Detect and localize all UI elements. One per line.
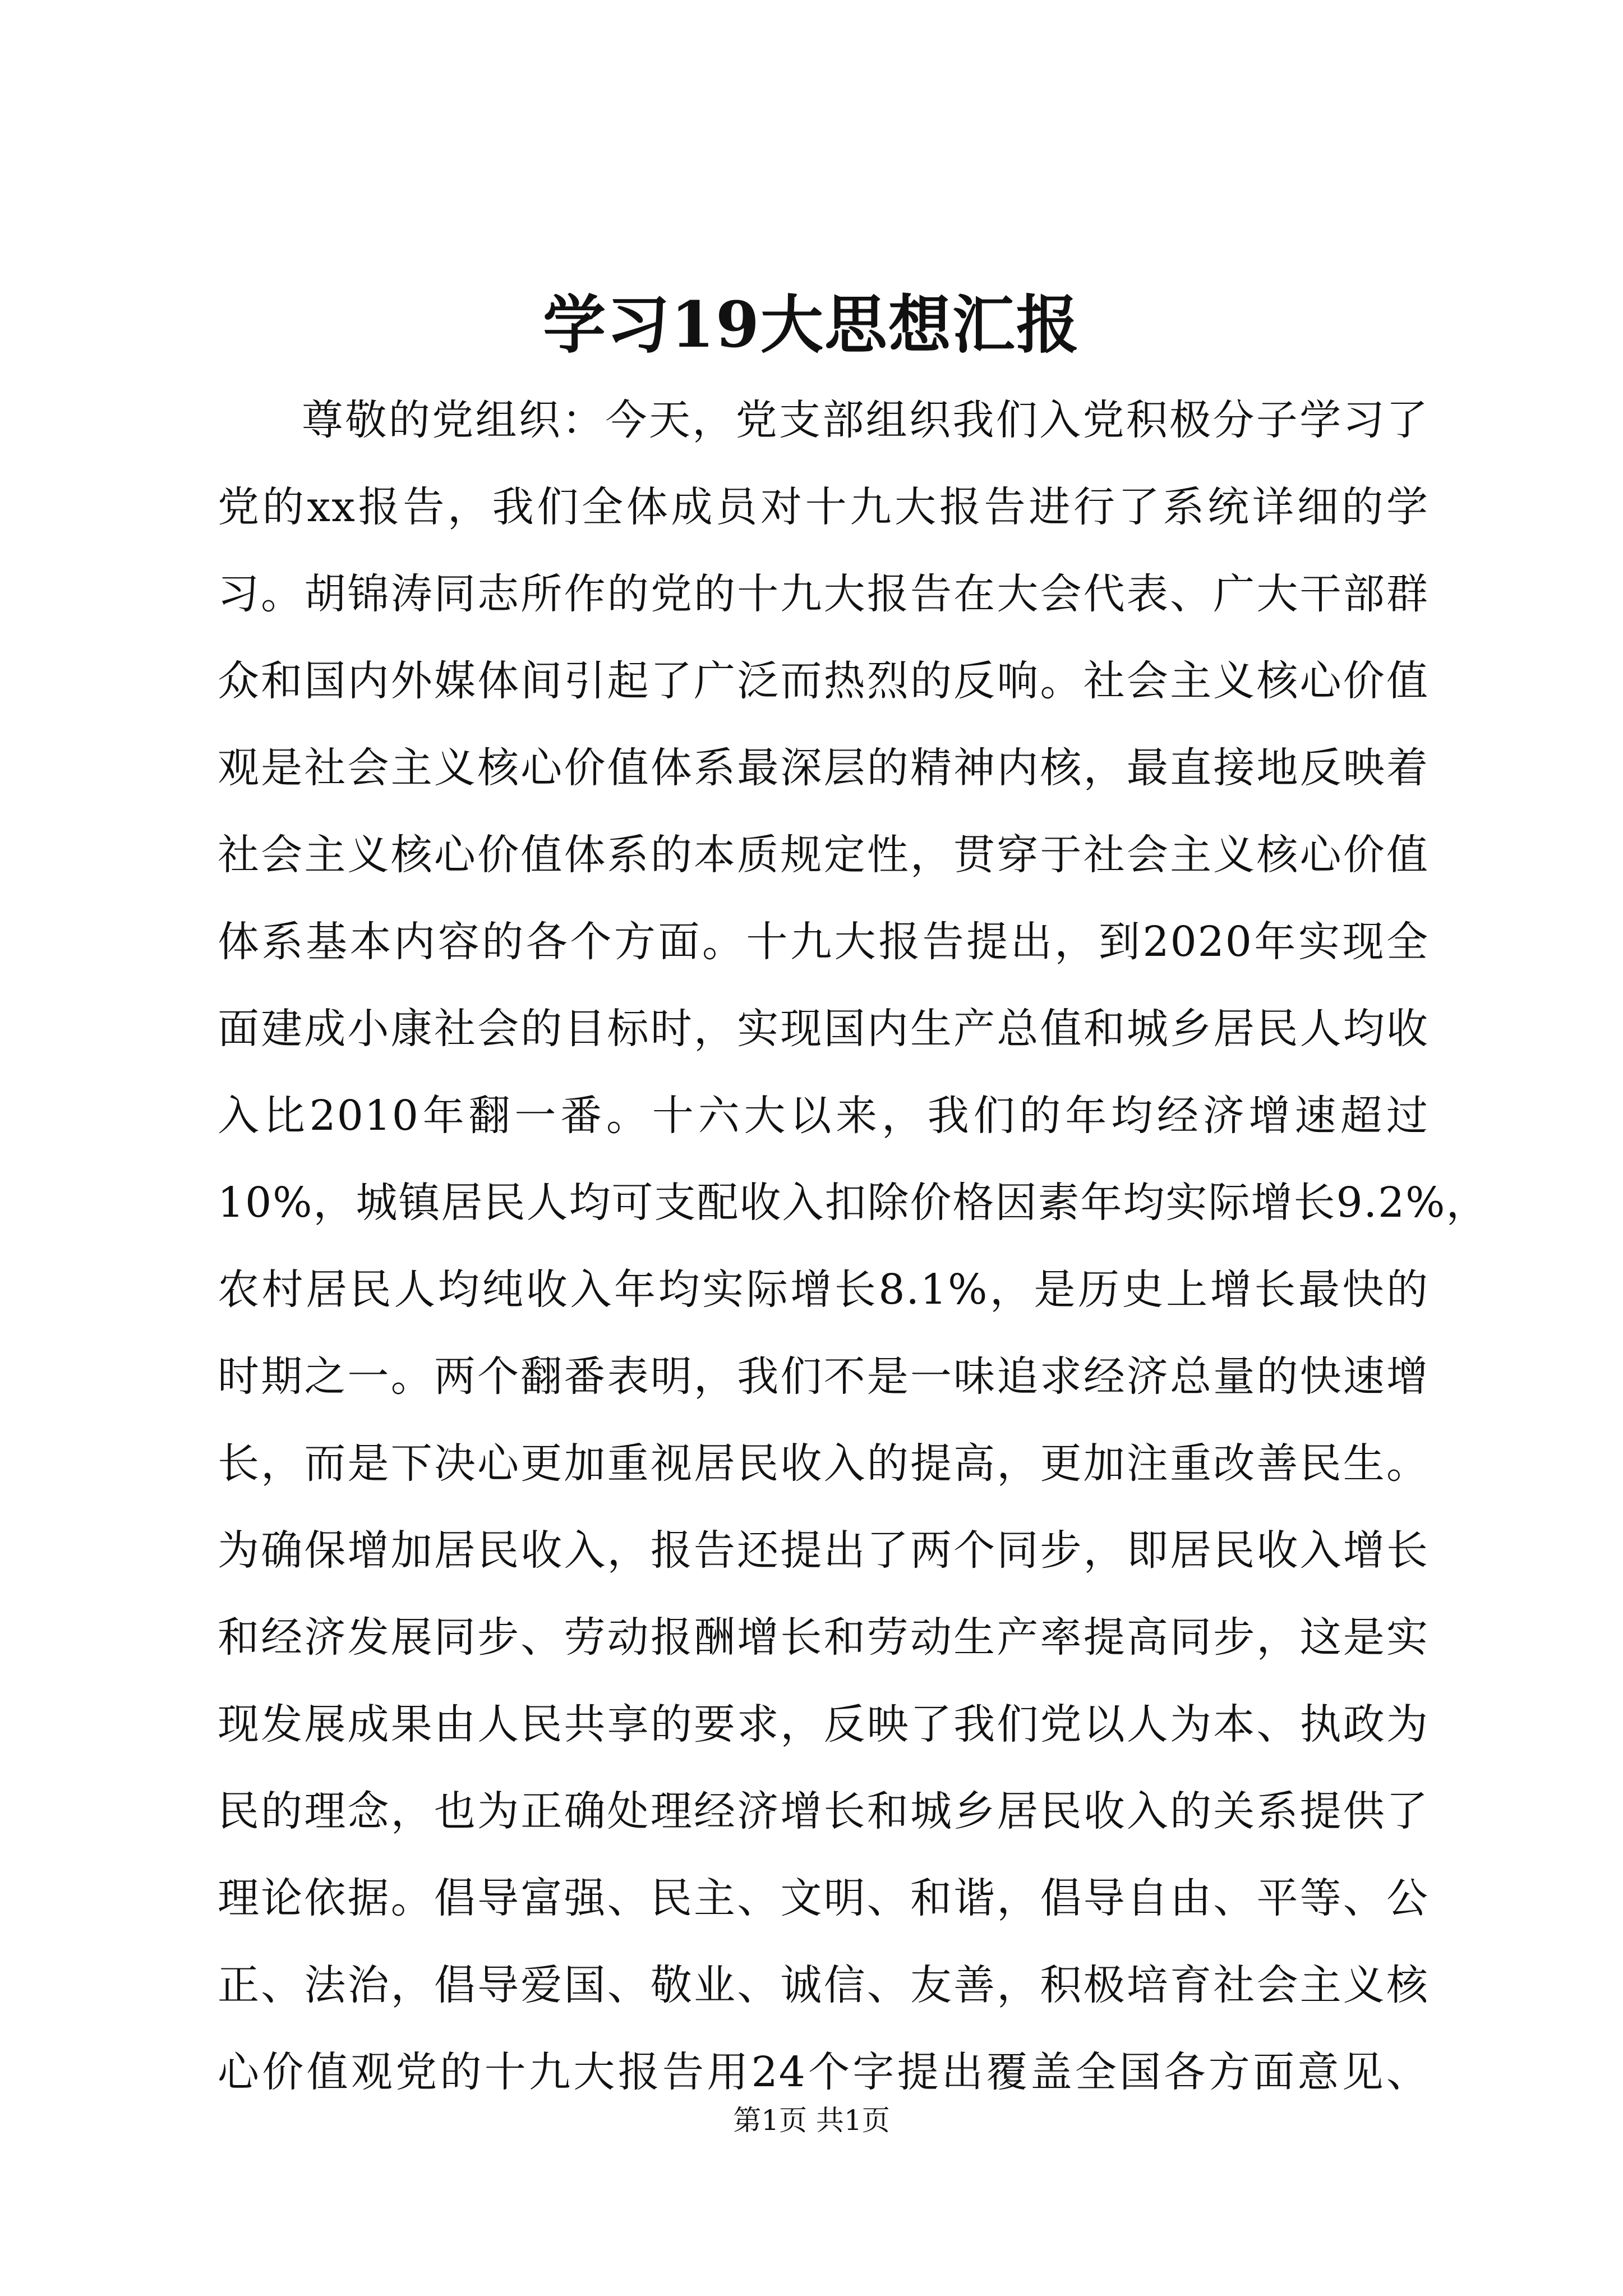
body-line: 理论依据。倡导富强、民主、文明、和谐，倡导自由、平等、公	[218, 1874, 1429, 1922]
body-line: 尊敬的党组织：今天，党支部组织我们入党积极分子学习了	[302, 396, 1429, 444]
body-line: 体系基本内容的各个方面。十九大报告提出，到2020年实现全	[218, 918, 1429, 966]
body-line: 时期之一。两个翻番表明，我们不是一味追求经济总量的快速增	[218, 1352, 1429, 1401]
body-line: 长，而是下决心更加重视居民收入的提高，更加注重改善民生。	[218, 1439, 1429, 1488]
body-line: 面建成小康社会的目标时，实现国内生产总值和城乡居民人均收	[218, 1005, 1429, 1053]
body-line: 正、法治，倡导爱国、敬业、诚信、友善，积极培育社会主义核	[218, 1961, 1429, 2009]
body-line: 10%，城镇居民人均可支配收入扣除价格因素年均实际增长9.2%，	[218, 1179, 1489, 1227]
body-line: 入比2010年翻一番。十六大以来，我们的年均经济增速超过	[218, 1092, 1429, 1140]
body-line: 心价值观党的十九大报告用24个字提出覆盖全国各方面意见、	[218, 2048, 1429, 2096]
body-line: 观是社会主义核心价值体系最深层的精神内核，最直接地反映着	[218, 744, 1429, 792]
body-line: 和经济发展同步、劳动报酬增长和劳动生产率提高同步，这是实	[218, 1613, 1429, 1662]
body-line: 民的理念，也为正确处理经济增长和城乡居民收入的关系提供了	[218, 1787, 1429, 1835]
body-line: 社会主义核心价值体系的本质规定性，贯穿于社会主义核心价值	[218, 831, 1429, 879]
body-line: 党的xx报告，我们全体成员对十九大报告进行了系统详细的学	[218, 483, 1429, 531]
document-title: 学习19大思想汇报	[543, 288, 1080, 362]
body-line: 现发展成果由人民共享的要求，反映了我们党以人为本、执政为	[218, 1700, 1429, 1749]
document-body	[218, 377, 1489, 2116]
body-line: 农村居民人均纯收入年均实际增长8.1%，是历史上增长最快的	[218, 1266, 1429, 1314]
page-footer: 第1页 共1页	[733, 2104, 890, 2137]
body-line: 习。胡锦涛同志所作的党的十九大报告在大会代表、广大干部群	[218, 570, 1429, 618]
body-line: 为确保增加居民收入，报告还提出了两个同步，即居民收入增长	[218, 1526, 1429, 1575]
body-line: 众和国内外媒体间引起了广泛而热烈的反响。社会主义核心价值	[218, 657, 1429, 705]
